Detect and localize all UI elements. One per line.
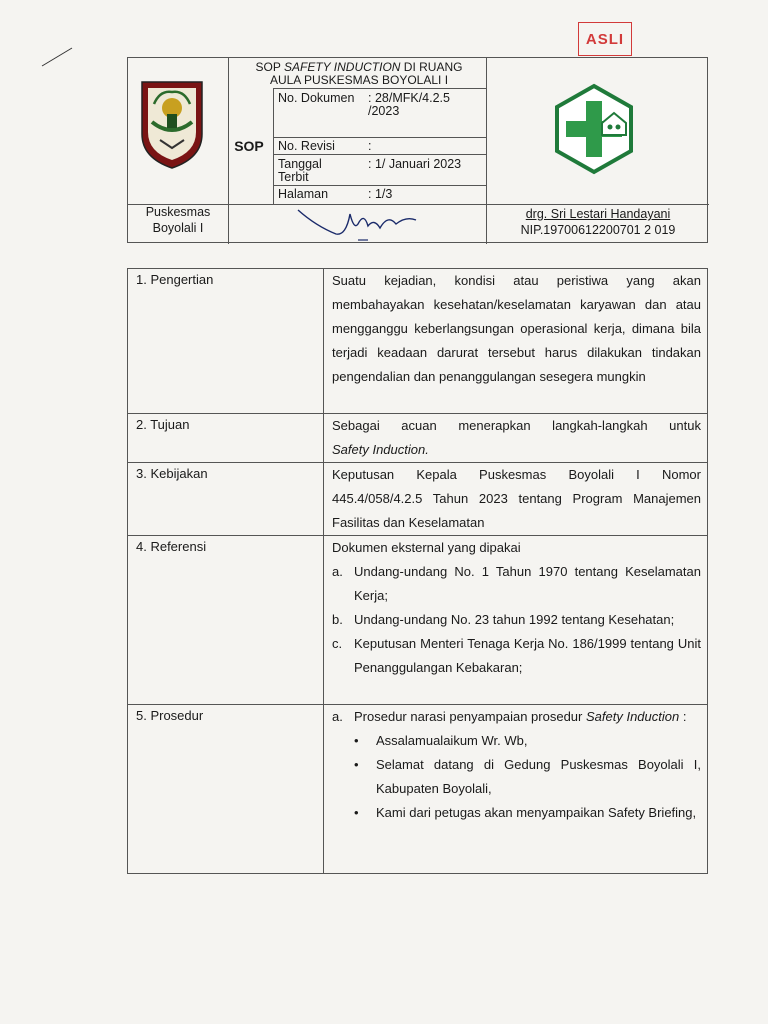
boyolali-regency-emblem-icon (138, 78, 206, 170)
content-referensi (324, 536, 708, 705)
field-label-halaman: Halaman (278, 187, 329, 201)
label-tujuan: 2. Tujuan (128, 414, 324, 463)
field-value-tanggal-terbit: : 1/ Januari 2023 (368, 157, 462, 171)
prosedur-bullet-text: Kami dari petugas akan menyampaikan Safety Briefing, (376, 805, 697, 820)
text-pengertian: Suatu kejadian, kondisi atau peristiwa yang akan membahayakan kesehatan/keselamatan karyawan dan atau mengganggu keberlangsungan operasional kerja, dimana bila terjadi keadaan darurat tersebut harus dilakukan tindakan pengendalian dan penanggulangan sesegera mungkin (324, 269, 708, 414)
signature-image (296, 204, 426, 242)
referensi-item-text: Keputusan Menteri Tenaga Kerja No. 186/1999 tentang Unit Penanggulangan Kebakaran; (354, 636, 701, 675)
prosedur-item (332, 705, 701, 729)
row-tujuan (128, 414, 708, 463)
prosedur-bullet-text: Selamat datang di Gedung Puskesmas Boyolali I, Kabupaten Boyolali, (376, 757, 701, 796)
tujuan-line: Sebagai acuan menerapkan langkah-langkah untuk (332, 418, 701, 433)
list-marker: c. (332, 636, 343, 651)
row-pengertian (128, 269, 708, 414)
sop-header-table (127, 57, 708, 243)
list-marker: a. (332, 564, 343, 579)
field-value-no-revisi: : (368, 139, 372, 153)
bullet-icon: • (354, 805, 359, 820)
bullet-icon: • (354, 733, 359, 748)
referensi-intro: Dokumen eksternal yang dipakai (332, 540, 521, 555)
org-name: Puskesmas Boyolali I (145, 205, 211, 235)
prosedur-item-text: Prosedur narasi penyampaian prosedur (354, 709, 583, 724)
signer-nip: NIP.19700612200701 2 019 (520, 223, 676, 237)
tujuan-italic: Safety Induction. (332, 442, 429, 457)
list-marker: a. (332, 709, 343, 724)
content-prosedur (324, 705, 708, 874)
prosedur-bullet (332, 801, 701, 825)
field-value-no-dokumen: : 28/MFK/4.2.5 /2023 (368, 91, 450, 118)
sop-label: SOP (234, 138, 264, 154)
referensi-item (332, 632, 701, 680)
field-label-no-dokumen: No. Dokumen (278, 91, 355, 105)
referensi-item-text: Undang-undang No. 1 Tahun 1970 tentang Keselamatan Kerja; (354, 564, 701, 603)
pen-stroke-mark (40, 46, 74, 68)
row-kebijakan (128, 463, 708, 536)
referensi-item-text: Undang-undang No. 23 tahun 1992 tentang Kesehatan; (354, 612, 675, 627)
puskesmas-logo-icon (548, 83, 640, 175)
prosedur-item-italic: Safety Induction (585, 709, 680, 724)
prosedur-bullet (332, 753, 701, 801)
field-label-no-revisi: No. Revisi (278, 139, 335, 153)
row-prosedur (128, 705, 708, 874)
row-referensi (128, 536, 708, 705)
referensi-item (332, 608, 701, 632)
prosedur-item-tail: : (679, 709, 687, 724)
signer-block (488, 206, 708, 238)
text-tujuan (324, 414, 708, 463)
text-kebijakan: Keputusan Kepala Puskesmas Boyolali I Nomor 445.4/058/4.2.5 Tahun 2023 tentang Program Manajemen Fasilitas dan Keselamatan (324, 463, 708, 536)
signer-name: drg. Sri Lestari Handayani (525, 207, 671, 221)
label-prosedur: 5. Prosedur (128, 705, 324, 874)
field-label-tanggal-terbit: Tanggal Terbit (278, 157, 322, 184)
field-value-halaman: : 1/3 (368, 187, 393, 201)
referensi-item (332, 560, 701, 608)
bullet-icon: • (354, 757, 359, 772)
list-marker: b. (332, 612, 343, 627)
label-pengertian: 1. Pengertian (128, 269, 324, 414)
sop-title: SOP SAFETY INDUCTION DI RUANG AULA PUSKESMAS BOYOLALI I (255, 60, 463, 87)
label-kebijakan: 3. Kebijakan (128, 463, 324, 536)
label-referensi: 4. Referensi (128, 536, 324, 705)
sop-content-table (127, 268, 708, 874)
asli-stamp: ASLI (578, 22, 632, 56)
prosedur-bullet (332, 729, 701, 753)
prosedur-bullet-text: Assalamualaikum Wr. Wb, (376, 733, 528, 748)
